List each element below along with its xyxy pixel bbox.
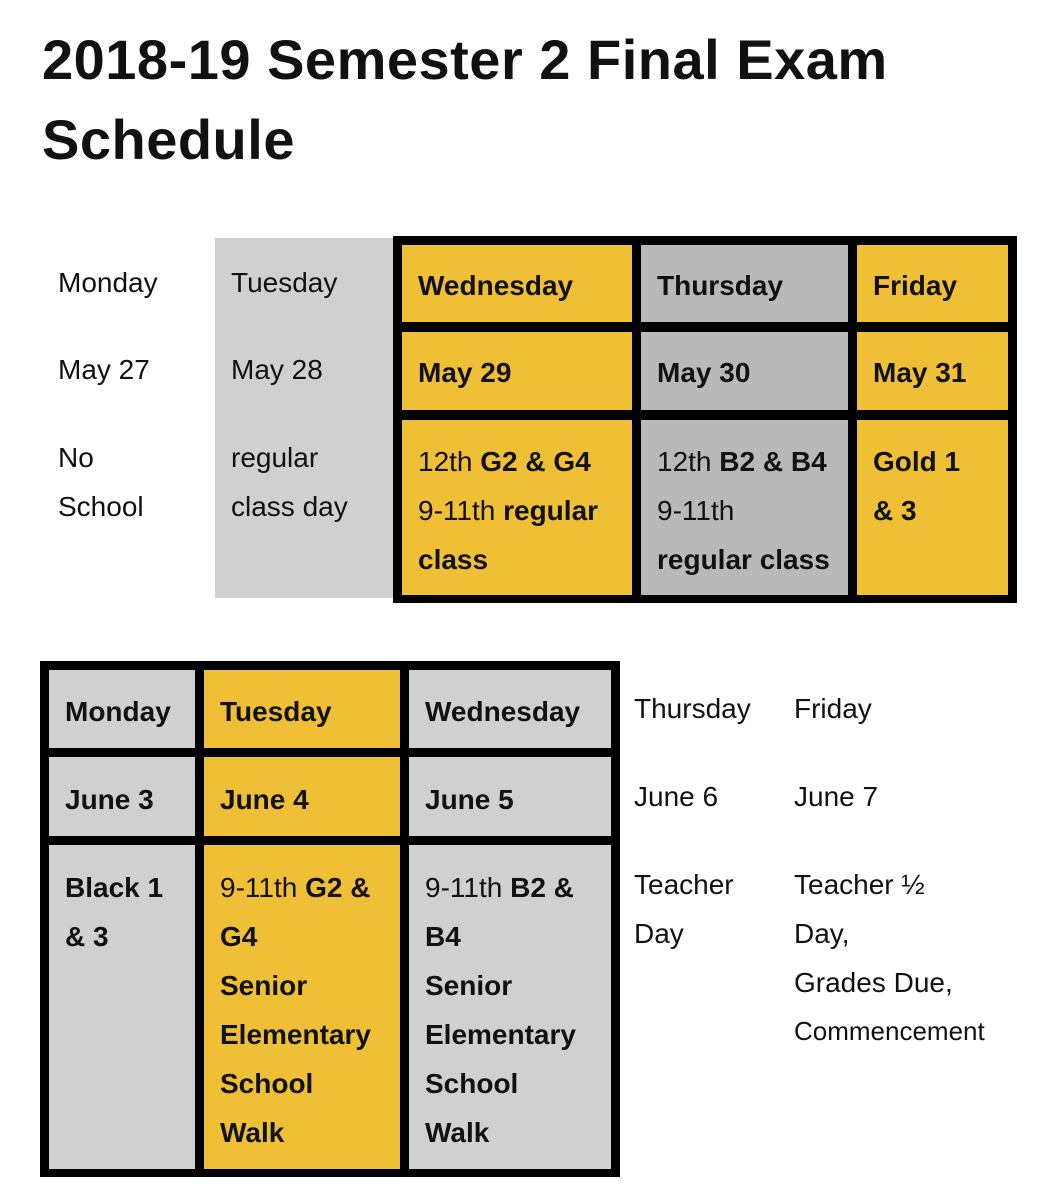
- week2-thursday-note: Teacher Day: [634, 869, 734, 949]
- week1-friday-day: Friday: [857, 245, 1008, 322]
- week1-thursday-date: May 30: [641, 332, 848, 410]
- week2-monday-date: June 3: [49, 757, 195, 836]
- week1-monday-date: May 27: [58, 354, 150, 385]
- week1-wednesday-exams: 12th G2 & G4 9-11th regular class: [402, 420, 632, 595]
- week1-tuesday-note: regular class day: [231, 442, 348, 522]
- week1-monday-day: Monday: [58, 267, 158, 298]
- week1-friday-exams: Gold 1 & 3: [857, 420, 1008, 595]
- week2-thursday-date: June 6: [634, 781, 719, 812]
- week1-wednesday-day: Wednesday: [402, 245, 632, 322]
- week1-friday-date: May 31: [857, 332, 1008, 410]
- week2-monday-exams: Black 1 & 3: [49, 845, 195, 1169]
- week1-thursday-day: Thursday: [641, 245, 848, 322]
- week2-monday-day: Monday: [49, 670, 195, 748]
- week1-tuesday-date: May 28: [231, 354, 323, 385]
- week1-wednesday-date: May 29: [402, 332, 632, 410]
- week2-wednesday-exams: 9-11th B2 & B4 Senior Elementary School Walk: [409, 845, 611, 1169]
- week2-friday-day: Friday: [794, 693, 872, 724]
- week1-thursday-exams: 12th B2 & B4 9-11th regular class: [641, 420, 848, 595]
- week2-tuesday-date: June 4: [204, 757, 400, 836]
- week2-wednesday-date: June 5: [409, 757, 611, 836]
- page-title: 2018-19 Semester 2 Final Exam Schedule: [42, 28, 888, 171]
- week2-thursday-day: Thursday: [634, 693, 751, 724]
- week1-monday-note: No School: [58, 442, 144, 522]
- week2-friday-note: Teacher ½ Day, Grades Due, Commencement: [794, 869, 985, 1046]
- week2-tuesday-exams: 9-11th G2 & G4 Senior Elementary School Walk: [204, 845, 400, 1169]
- week2-tuesday-day: Tuesday: [204, 670, 400, 748]
- week1-tuesday-day: Tuesday: [231, 267, 338, 298]
- week2-wednesday-day: Wednesday: [409, 670, 611, 748]
- week2-friday-date: June 7: [794, 781, 879, 812]
